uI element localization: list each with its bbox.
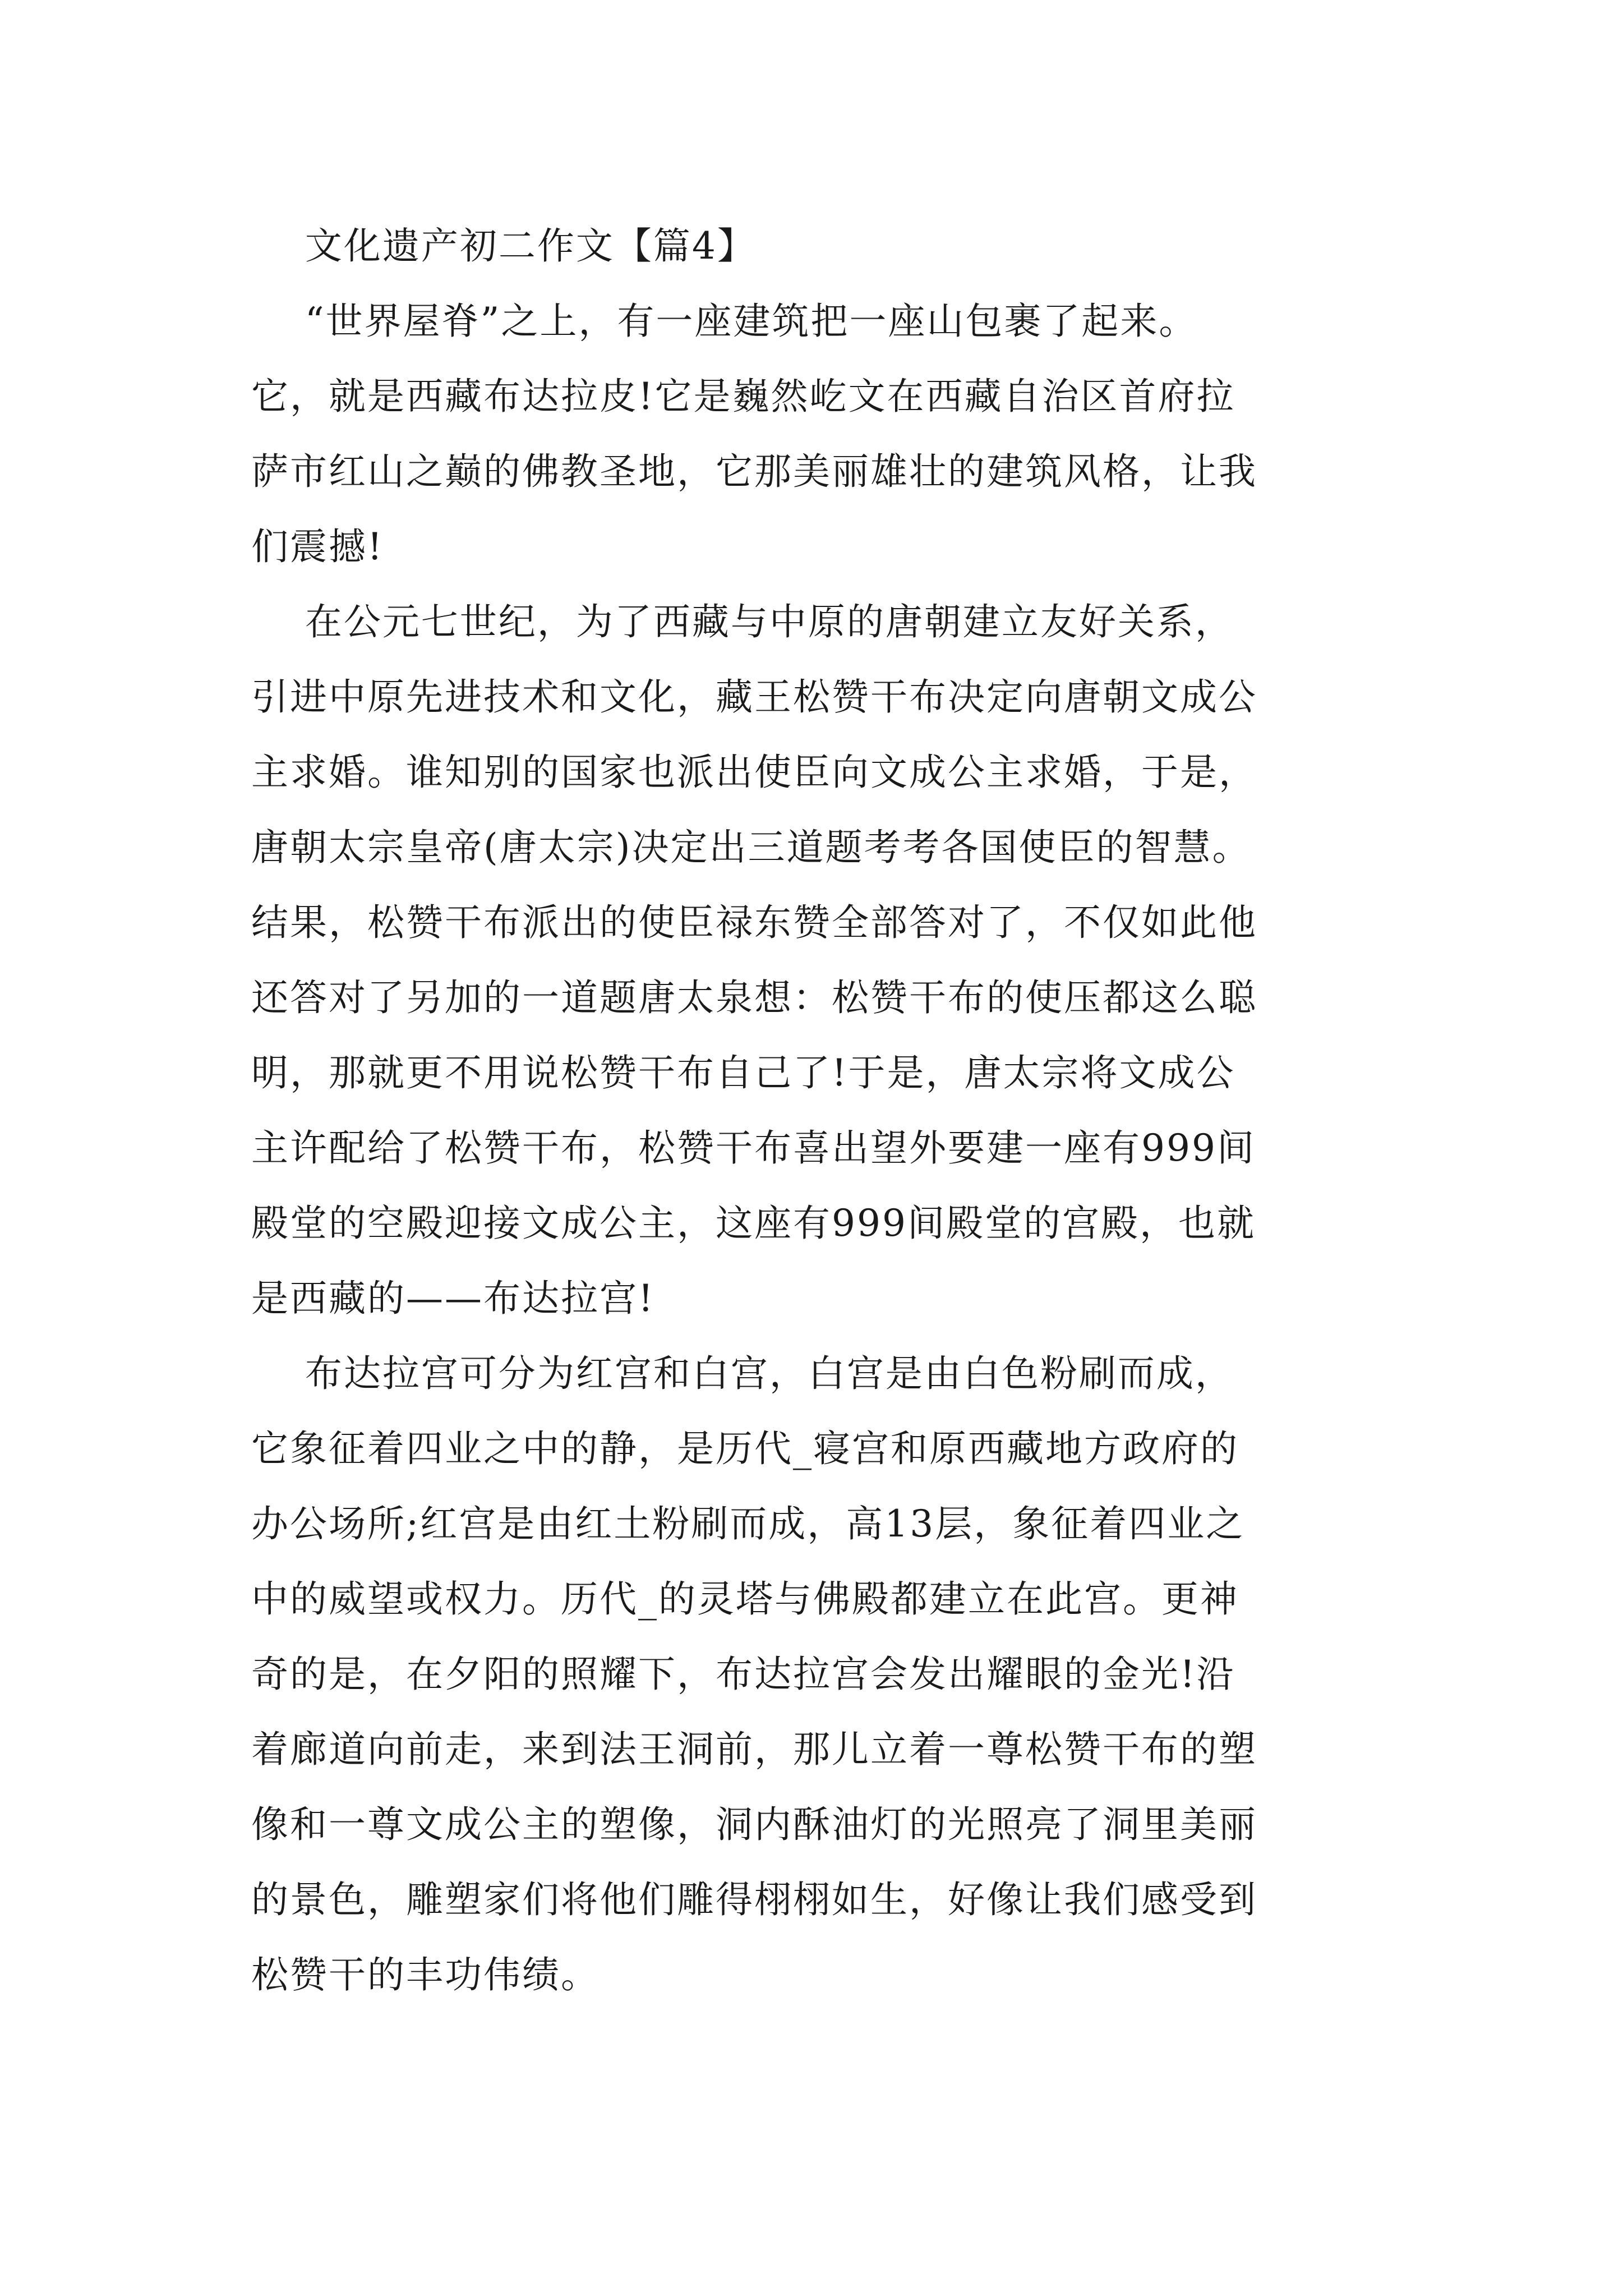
text-line: 像和一尊文成公主的塑像，洞内酥油灯的光照亮了洞里美丽	[251, 1803, 1257, 1846]
text-line: 是西藏的——布达拉宫!	[251, 1277, 655, 1320]
text-line: 主求婚。谁知别的国家也派出使臣向文成公主求婚，于是，	[251, 751, 1257, 794]
text-line: 主许配给了松赞干布，松赞干布喜出望外要建一座有999间	[251, 1126, 1256, 1170]
text-line: 着廊道向前走，来到法王洞前，那儿立着一尊松赞干布的塑	[251, 1728, 1257, 1771]
text-line: 唐朝太宗皇帝(唐太宗)决定出三道题考考各国使臣的智慧。	[251, 826, 1251, 869]
text-line: 奇的是，在夕阳的照耀下，布达拉宫会发出耀眼的金光!沿	[251, 1653, 1235, 1696]
essay-body	[251, 209, 1395, 2013]
essay-title: 文化遗产初二作文【篇4】	[251, 224, 756, 268]
text-line: 中的威望或权力。历代_的灵塔与佛殿都建立在此宫。更神	[251, 1577, 1239, 1621]
text-line: 它，就是西藏布达拉皮!它是巍然屹文在西藏自治区首府拉	[251, 375, 1235, 418]
text-line: 它象征着四业之中的静，是历代_寝宫和原西藏地方政府的	[251, 1427, 1239, 1470]
text-line: “世界屋脊”之上，有一座建筑把一座山包裹了起来。	[251, 300, 1198, 343]
text-line: 殿堂的空殿迎接文成公主，这座有999间殿堂的宫殿，也就	[251, 1202, 1256, 1245]
text-line: 们震撼!	[251, 525, 384, 568]
text-line: 还答对了另加的一道题唐太泉想：松赞干布的使压都这么聪	[251, 976, 1257, 1019]
text-line: 松赞干的丰功伟绩。	[251, 1953, 600, 1996]
text-line: 萨市红山之巅的佛教圣地，它那美丽雄壮的建筑风格，让我	[251, 450, 1257, 493]
text-line: 布达拉宫可分为红宫和白宫，白宫是由白色粉刷而成，	[251, 1352, 1234, 1395]
text-line: 结果，松赞干布派出的使臣禄东赞全部答对了，不仅如此他	[251, 901, 1257, 944]
text-line: 明，那就更不用说松赞干布自己了!于是，唐太宗将文成公	[251, 1051, 1235, 1094]
text-line: 办公场所;红宫是由红土粉刷而成，高13层，象征着四业之	[251, 1502, 1245, 1545]
text-line: 在公元七世纪，为了西藏与中原的唐朝建立友好关系，	[251, 600, 1234, 643]
text-line: 的景色，雕塑家们将他们雕得栩栩如生，好像让我们感受到	[251, 1878, 1257, 1921]
text-line: 引进中原先进技术和文化，藏王松赞干布决定向唐朝文成公	[251, 675, 1257, 719]
